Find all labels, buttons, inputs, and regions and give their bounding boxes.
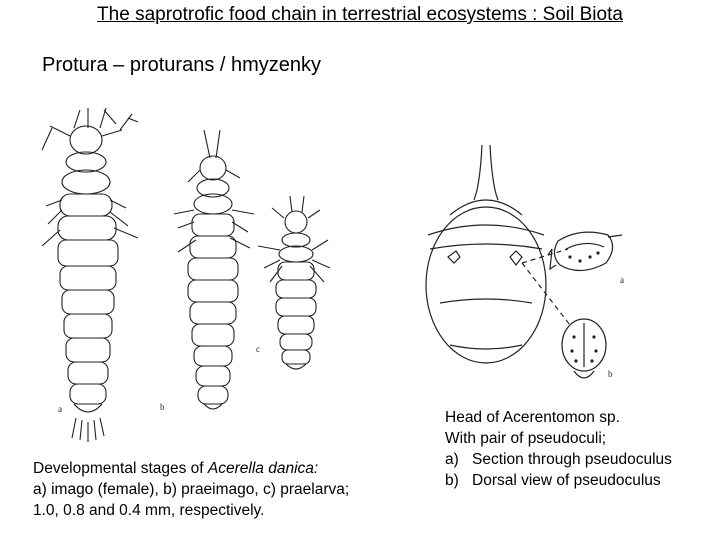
caption-list-item: b) Dorsal view of pseudoculus (445, 472, 661, 489)
figure-label-b: b (160, 402, 165, 412)
right-figure-caption (445, 407, 672, 491)
caption-line: Head of Acerentomon sp. (445, 409, 620, 426)
pseudoculus-dorsal-view-drawing (562, 319, 606, 378)
acerentomon-head-figure (410, 145, 640, 390)
figure-label-b: b (608, 369, 613, 379)
list-marker: b) (445, 472, 459, 489)
slide-title: The saprotrofic food chain in terrestrial ecosystems : Soil Biota (97, 4, 623, 25)
caption-list-item: a) Section through pseudoculus (445, 451, 672, 468)
slide-subtitle: Protura – proturans / hmyzenky (42, 54, 322, 76)
species-name: Acerella danica: (207, 460, 319, 477)
praelarva-specimen-drawing (258, 196, 330, 369)
caption-line: Developmental stages of Acerella danica: (33, 460, 319, 477)
caption-line: 1.0, 0.8 and 0.4 mm, respectively. (33, 502, 265, 519)
pseudoculus-left-drawing (448, 251, 460, 263)
praeimago-specimen-drawing (174, 130, 254, 409)
caption-list (445, 449, 672, 491)
figure-label-a: a (620, 275, 624, 285)
left-figure-caption (33, 458, 349, 521)
figure-label-a: a (58, 404, 62, 414)
list-marker: a) (445, 451, 459, 468)
caption-line: With pair of pseudoculi; (445, 430, 607, 447)
figure-label-c: c (256, 344, 260, 354)
head-outline-drawing (426, 145, 546, 363)
pseudoculus-right-drawing (510, 251, 522, 265)
acerella-developmental-stages-figure (28, 100, 338, 445)
caption-line: a) imago (female), b) praeimago, c) praelarva; (33, 481, 350, 498)
imago-specimen-drawing (42, 108, 138, 442)
